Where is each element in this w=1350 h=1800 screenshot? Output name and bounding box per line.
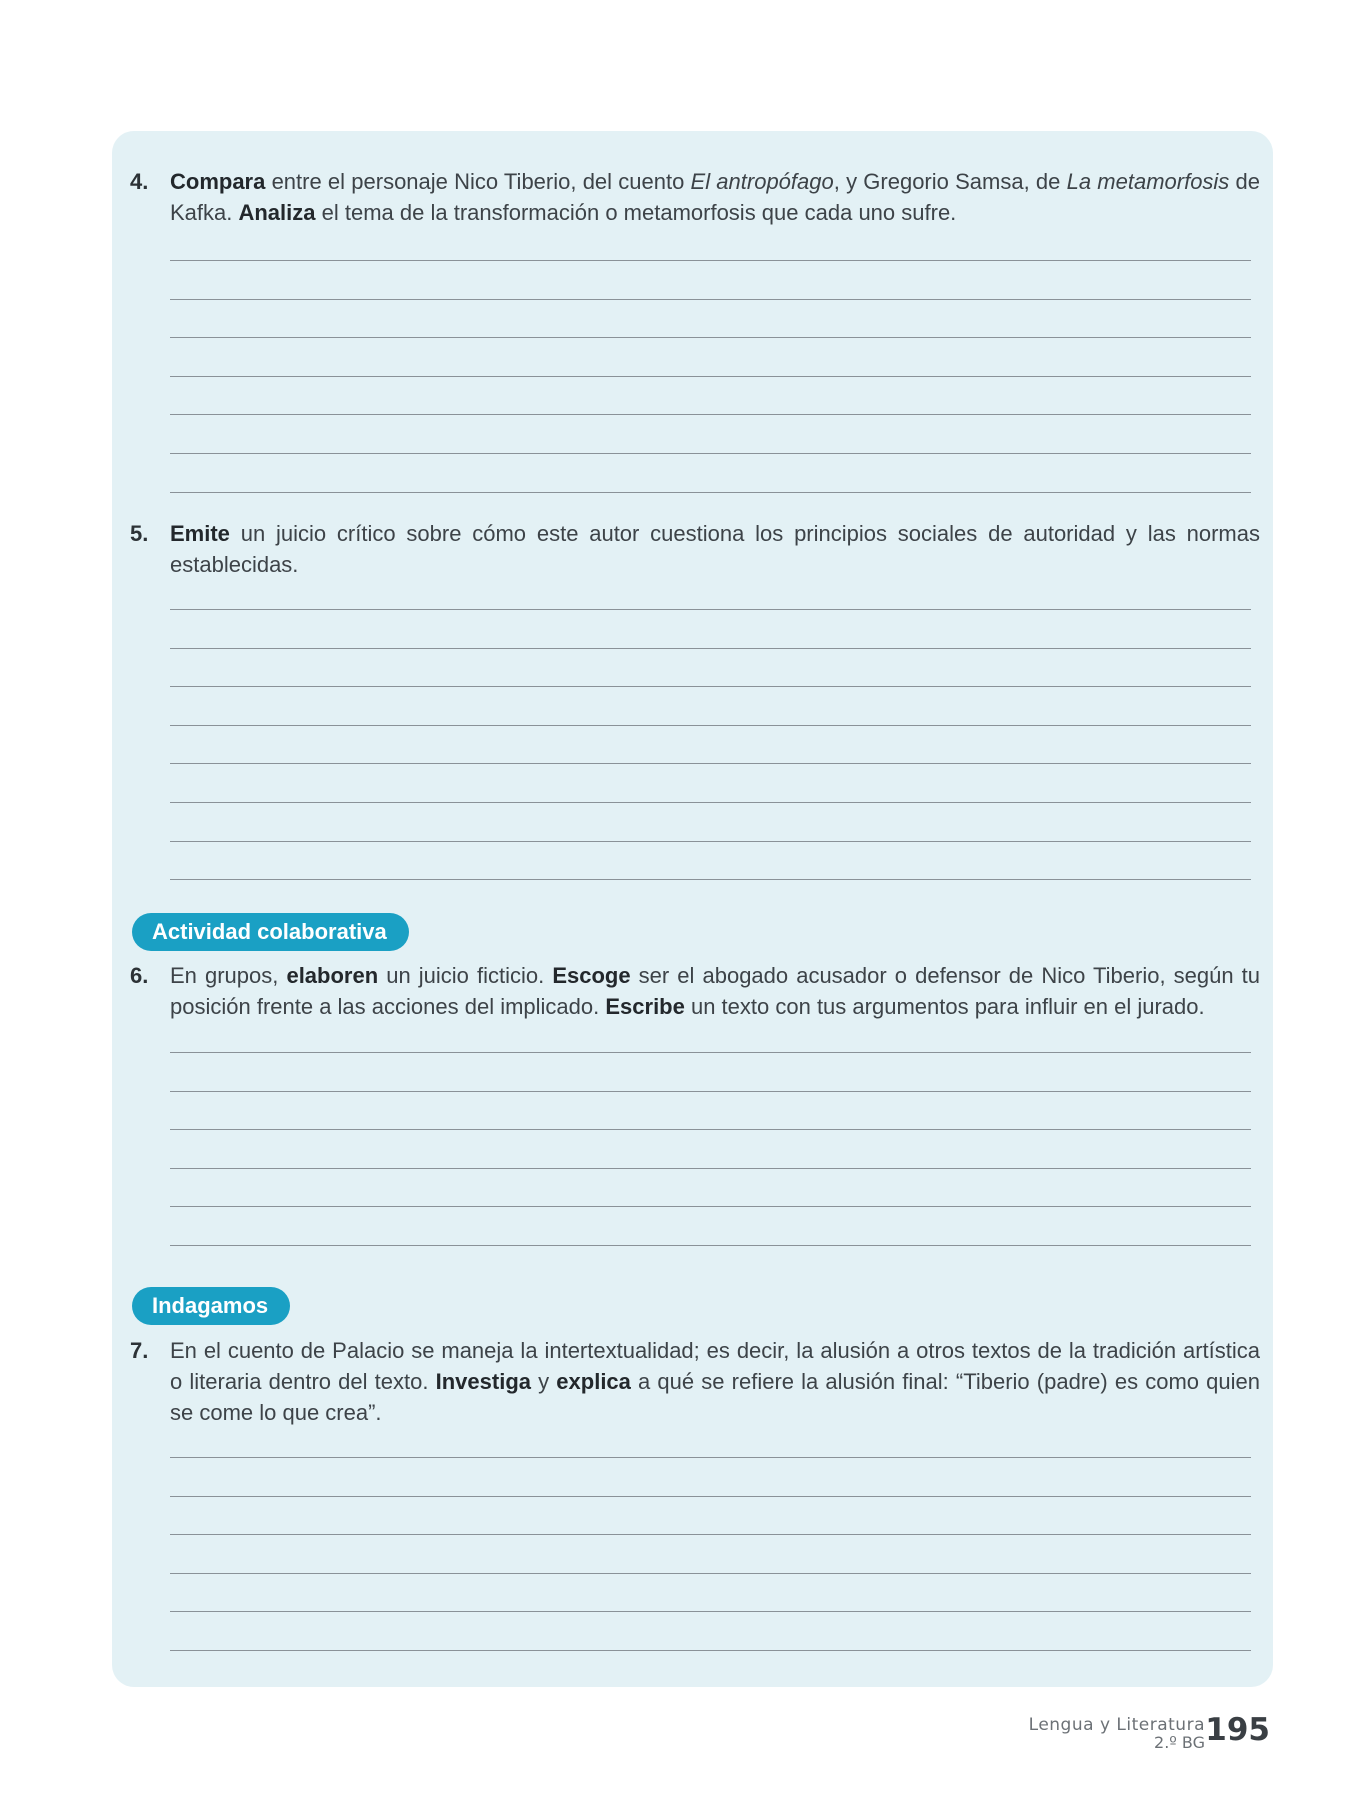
grade-level: 2.º BG bbox=[1154, 1733, 1205, 1752]
answer-line[interactable] bbox=[170, 492, 1251, 493]
italic-title: El antropófago bbox=[690, 169, 834, 194]
answer-line[interactable] bbox=[170, 1573, 1251, 1574]
answer-line[interactable] bbox=[170, 1245, 1251, 1246]
text-run: el tema de la transformación o metamorfosis que cada uno sufre. bbox=[315, 200, 957, 225]
answer-lines[interactable] bbox=[170, 1457, 1251, 1689]
question-number: 7. bbox=[130, 1338, 149, 1363]
answer-line[interactable] bbox=[170, 299, 1251, 300]
bold-keyword: elaboren bbox=[286, 963, 379, 988]
question-text bbox=[170, 960, 1260, 1022]
answer-line[interactable] bbox=[170, 609, 1251, 610]
answer-line[interactable] bbox=[170, 1129, 1251, 1130]
text-run: , y Gregorio Samsa, de bbox=[833, 169, 1067, 194]
text-run: un juicio crítico sobre cómo este autor cuestiona los principios sociales de autoridad y las normas establecidas. bbox=[170, 521, 1260, 577]
answer-line[interactable] bbox=[170, 1091, 1251, 1092]
bold-keyword: Investiga bbox=[435, 1369, 531, 1394]
collaborative-activity-tag: Actividad colaborativa bbox=[132, 913, 409, 951]
text-run: ser el abogado acusador o defensor de Nico Tiberio, según tu posición frente a las acciones del implicado. bbox=[170, 963, 1261, 1019]
text-run: entre el personaje Nico Tiberio, del cuento bbox=[265, 169, 691, 194]
research-tag: Indagamos bbox=[132, 1287, 290, 1325]
answer-line[interactable] bbox=[170, 1534, 1251, 1535]
answer-line[interactable] bbox=[170, 686, 1251, 687]
question-6 bbox=[130, 960, 1260, 1022]
answer-line[interactable] bbox=[170, 763, 1251, 764]
answer-line[interactable] bbox=[170, 1611, 1251, 1612]
question-number: 4. bbox=[130, 169, 149, 194]
answer-line[interactable] bbox=[170, 1206, 1251, 1207]
question-text bbox=[170, 166, 1260, 228]
text-run: a qué se refiere la alusión final: “Tiberio (padre) es como quien se come lo que crea”. bbox=[170, 1369, 1260, 1425]
text-run: En el cuento de Palacio se maneja la intertextualidad; es decir, la alusión a otros textos de la tradición artística o literaria dentro del texto. bbox=[170, 1338, 1260, 1394]
bold-keyword: Compara bbox=[170, 169, 266, 194]
bold-keyword: explica bbox=[556, 1369, 631, 1394]
bold-keyword: Escribe bbox=[605, 994, 685, 1019]
bold-keyword: Escoge bbox=[552, 963, 631, 988]
book-info bbox=[1029, 1715, 1205, 1752]
answer-line[interactable] bbox=[170, 453, 1251, 454]
answer-line[interactable] bbox=[170, 1457, 1251, 1458]
question-text bbox=[170, 1335, 1260, 1428]
page-number: 195 bbox=[1205, 1712, 1270, 1748]
answer-line[interactable] bbox=[170, 1650, 1251, 1651]
answer-line[interactable] bbox=[170, 841, 1251, 842]
answer-line[interactable] bbox=[170, 648, 1251, 649]
subject-name: Lengua y Literatura bbox=[1028, 1715, 1205, 1735]
answer-line[interactable] bbox=[170, 260, 1251, 261]
answer-line[interactable] bbox=[170, 802, 1251, 803]
answer-line[interactable] bbox=[170, 725, 1251, 726]
answer-line[interactable] bbox=[170, 879, 1251, 880]
answer-line[interactable] bbox=[170, 337, 1251, 338]
question-number: 6. bbox=[130, 963, 149, 988]
answer-line[interactable] bbox=[170, 1168, 1251, 1169]
text-run: un juicio ficticio. bbox=[378, 963, 553, 988]
answer-line[interactable] bbox=[170, 414, 1251, 415]
answer-lines[interactable] bbox=[170, 260, 1251, 530]
question-text bbox=[170, 518, 1260, 580]
question-4 bbox=[130, 166, 1260, 228]
answer-lines[interactable] bbox=[170, 609, 1251, 918]
italic-title: La metamorfosis bbox=[1066, 169, 1230, 194]
bold-keyword: Emite bbox=[170, 521, 230, 546]
text-run: un texto con tus argumentos para influir en el jurado. bbox=[684, 994, 1205, 1019]
question-number: 5. bbox=[130, 521, 149, 546]
answer-line[interactable] bbox=[170, 1052, 1251, 1053]
answer-line[interactable] bbox=[170, 376, 1251, 377]
question-7 bbox=[130, 1335, 1260, 1428]
question-5 bbox=[130, 518, 1260, 580]
bold-keyword: Analiza bbox=[238, 200, 316, 225]
text-run: En grupos, bbox=[170, 963, 287, 988]
text-run: de Kafka. bbox=[170, 169, 1260, 225]
answer-line[interactable] bbox=[170, 1496, 1251, 1497]
text-run: y bbox=[531, 1369, 557, 1394]
answer-lines[interactable] bbox=[170, 1052, 1251, 1284]
